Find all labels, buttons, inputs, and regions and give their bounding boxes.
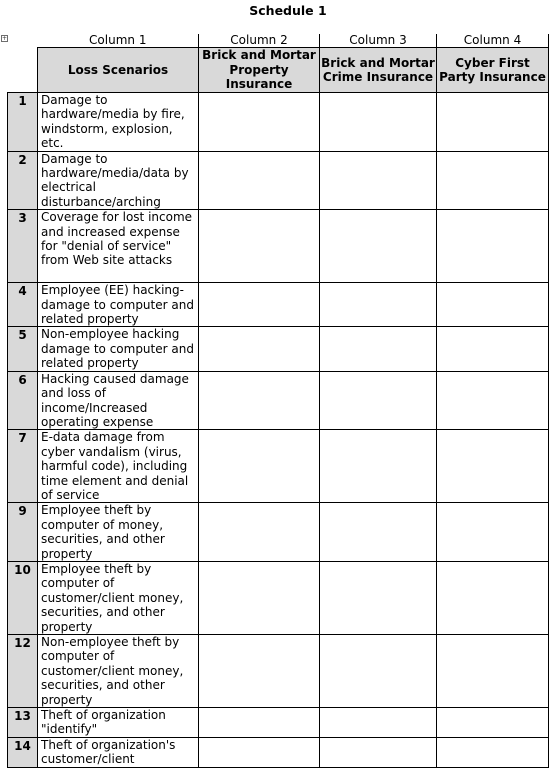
header-crime-insurance: Brick and Mortar Crime Insurance (320, 48, 437, 93)
table-row (8, 430, 549, 503)
table-row (8, 283, 549, 327)
table-row (8, 708, 549, 738)
crime-insurance-cell[interactable] (320, 327, 437, 371)
property-insurance-cell[interactable] (199, 283, 320, 327)
crime-insurance-cell[interactable] (320, 210, 437, 283)
crime-insurance-cell[interactable] (320, 635, 437, 708)
crime-insurance-cell[interactable] (320, 738, 437, 768)
column-number-row (8, 34, 549, 48)
table-row (8, 561, 549, 634)
cyber-insurance-cell[interactable] (437, 561, 549, 634)
column-2-label: Column 2 (199, 34, 320, 48)
row-number: 12 (8, 635, 38, 708)
row-number: 5 (8, 327, 38, 371)
property-insurance-cell[interactable] (199, 708, 320, 738)
table-row (8, 151, 549, 210)
loss-scenario-cell: Damage to hardware/media/data by electrical disturbance/arching (38, 151, 199, 210)
crime-insurance-cell[interactable] (320, 561, 437, 634)
property-insurance-cell[interactable] (199, 151, 320, 210)
schedule-table (7, 34, 549, 768)
row-number: 6 (8, 371, 38, 430)
property-insurance-cell[interactable] (199, 430, 320, 503)
loss-scenario-cell: Non-employee theft by computer of customer/client money, securities, and other property (38, 635, 199, 708)
cyber-insurance-cell[interactable] (437, 635, 549, 708)
property-insurance-cell[interactable] (199, 93, 320, 152)
table-row (8, 738, 549, 768)
cyber-insurance-cell[interactable] (437, 371, 549, 430)
loss-scenario-cell: Employee (EE) hacking-damage to computer and related property (38, 283, 199, 327)
crime-insurance-cell[interactable] (320, 371, 437, 430)
cyber-insurance-cell[interactable] (437, 738, 549, 768)
header-row (8, 48, 549, 93)
row-number: 7 (8, 430, 38, 503)
crime-insurance-cell[interactable] (320, 503, 437, 562)
row-number: 3 (8, 210, 38, 283)
property-insurance-cell[interactable] (199, 738, 320, 768)
loss-scenario-cell: Non-employee hacking damage to computer and related property (38, 327, 199, 371)
loss-scenario-cell: Employee theft by computer of customer/client money, securities, and other property (38, 561, 199, 634)
table-row (8, 635, 549, 708)
property-insurance-cell[interactable] (199, 210, 320, 283)
row-number: 4 (8, 283, 38, 327)
cyber-insurance-cell[interactable] (437, 93, 549, 152)
cyber-insurance-cell[interactable] (437, 708, 549, 738)
row-number: 1 (8, 93, 38, 152)
table-row (8, 93, 549, 152)
property-insurance-cell[interactable] (199, 503, 320, 562)
table-row (8, 503, 549, 562)
row-number: 9 (8, 503, 38, 562)
cyber-insurance-cell[interactable] (437, 430, 549, 503)
crime-insurance-cell[interactable] (320, 708, 437, 738)
loss-scenario-cell: E-data damage from cyber vandalism (virus, harmful code), including time element and denial of service (38, 430, 199, 503)
table-row (8, 327, 549, 371)
loss-scenario-cell: Employee theft by computer of money, securities, and other property (38, 503, 199, 562)
column-1-label: Column 1 (89, 33, 147, 47)
cyber-insurance-cell[interactable] (437, 327, 549, 371)
row-number: 13 (8, 708, 38, 738)
schedule-title: Schedule 1 (249, 3, 327, 18)
row-number: 14 (8, 738, 38, 768)
property-insurance-cell[interactable] (199, 561, 320, 634)
table-move-handle-icon[interactable]: + (2, 35, 8, 42)
crime-insurance-cell[interactable] (320, 283, 437, 327)
loss-scenario-cell: Hacking caused damage and loss of income/Increased operating expense (38, 371, 199, 430)
cyber-insurance-cell[interactable] (437, 210, 549, 283)
table-row (8, 371, 549, 430)
cyber-insurance-cell[interactable] (437, 151, 549, 210)
header-loss-scenarios: Loss Scenarios (38, 48, 199, 93)
crime-insurance-cell[interactable] (320, 151, 437, 210)
crime-insurance-cell[interactable] (320, 93, 437, 152)
crime-insurance-cell[interactable] (320, 430, 437, 503)
row-number: 10 (8, 561, 38, 634)
loss-scenario-cell: Theft of organization "identify" (38, 708, 199, 738)
row-number: 2 (8, 151, 38, 210)
property-insurance-cell[interactable] (199, 327, 320, 371)
loss-scenario-cell: Damage to hardware/media by fire, windstorm, explosion, etc. (38, 93, 199, 152)
table-row (8, 210, 549, 283)
cyber-insurance-cell[interactable] (437, 503, 549, 562)
property-insurance-cell[interactable] (199, 371, 320, 430)
loss-scenario-cell: Coverage for lost income and increased expense for "denial of service" from Web site attacks (38, 210, 199, 283)
property-insurance-cell[interactable] (199, 635, 320, 708)
loss-scenario-cell: Theft of organization's customer/client (38, 738, 199, 768)
header-cyber-insurance: Cyber First Party Insurance (437, 48, 549, 93)
column-4-label: Column 4 (437, 34, 549, 48)
column-3-label: Column 3 (320, 34, 437, 48)
header-property-insurance: Brick and Mortar Property Insurance (199, 48, 320, 93)
cyber-insurance-cell[interactable] (437, 283, 549, 327)
